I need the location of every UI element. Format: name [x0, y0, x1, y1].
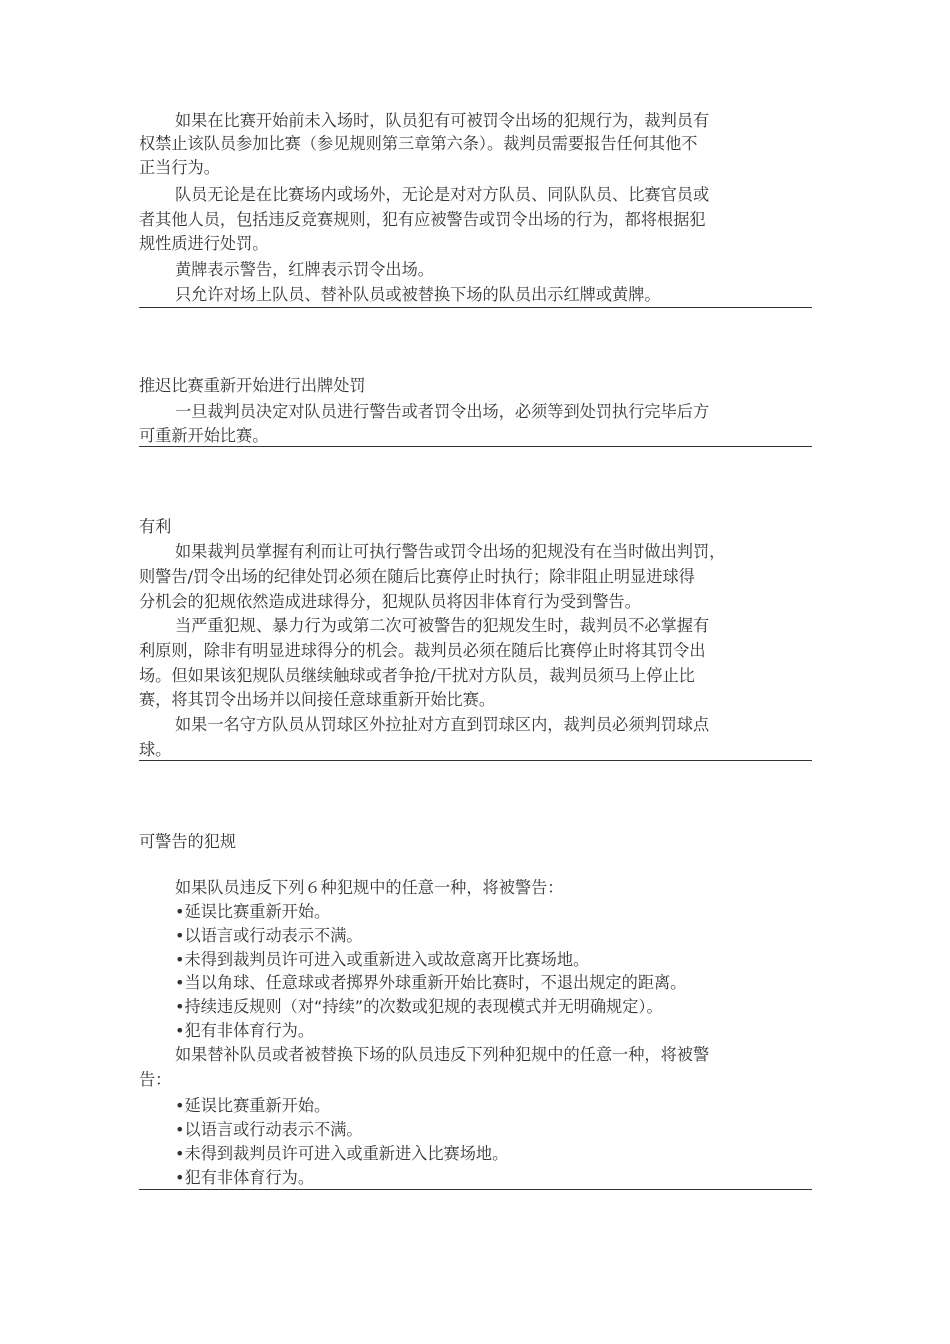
section-heading: 有利	[139, 517, 172, 536]
paragraph-line: 当严重犯规、暴力行为或第二次可被警告的犯规发生时，裁判员不必掌握有	[175, 616, 710, 635]
paragraph-line: 一旦裁判员决定对队员进行警告或者罚令出场，必须等到处罚执行完毕后方	[175, 402, 710, 421]
list-item: •当以角球、任意球或者掷界外球重新开始比赛时，不退出规定的距离。	[175, 973, 687, 992]
list-item: •未得到裁判员许可进入或重新进入或故意离开比赛场地。	[175, 950, 590, 969]
paragraph-line: 者其他人员，包括违反竞赛规则，犯有应被警告或罚令出场的行为，都将根据犯	[139, 210, 706, 229]
paragraph-line: 利原则，除非有明显进球得分的机会。裁判员必须在随后比赛停止时将其罚令出	[139, 641, 706, 660]
paragraph-line: 告：	[139, 1070, 172, 1089]
paragraph-line: 如果替补队员或者被替换下场的队员违反下列种犯规中的任意一种，将被警	[175, 1045, 710, 1064]
list-item: •延误比赛重新开始。	[175, 902, 331, 921]
section-divider	[139, 446, 812, 447]
paragraph-line: 如果一名守方队员从罚球区外拉扯对方直到罚球区内，裁判员必须判罚球点	[175, 715, 710, 734]
paragraph-line: 可重新开始比赛。	[139, 426, 269, 445]
paragraph-line: 只允许对场上队员、替补队员或被替换下场的队员出示红牌或黄牌。	[175, 285, 661, 304]
paragraph-line: 正当行为。	[139, 158, 220, 177]
paragraph-line: 如果裁判员掌握有利而让可执行警告或罚令出场的犯规没有在当时做出判罚，	[175, 542, 726, 561]
section-divider	[139, 760, 812, 761]
list-item: •犯有非体育行为。	[175, 1021, 315, 1040]
section-divider	[139, 1189, 812, 1190]
paragraph-line: 分机会的犯规依然造成进球得分，犯规队员将因非体育行为受到警告。	[139, 592, 641, 611]
list-item: •持续违反规则（对“持续”的次数或犯规的表现模式并无明确规定）。	[175, 997, 663, 1016]
paragraph-line: 权禁止该队员参加比赛（参见规则第三章第六条）。裁判员需要报告任何其他不	[139, 134, 698, 153]
list-item: •以语言或行动表示不满。	[175, 926, 363, 945]
paragraph-line: 赛，将其罚令出场并以间接任意球重新开始比赛。	[139, 690, 496, 709]
paragraph-line: 则警告/罚令出场的纪律处罚必须在随后比赛停止时执行；除非阻止明显进球得	[139, 567, 695, 586]
list-item: •犯有非体育行为。	[175, 1168, 315, 1187]
paragraph-line: 如果队员违反下列６种犯规中的任意一种，将被警告：	[175, 878, 564, 897]
list-item: •未得到裁判员许可进入或重新进入比赛场地。	[175, 1144, 509, 1163]
section-heading: 推迟比赛重新开始进行出牌处罚	[139, 376, 366, 395]
list-item: •延误比赛重新开始。	[175, 1096, 331, 1115]
paragraph-line: 球。	[139, 740, 172, 759]
paragraph-line: 场。但如果该犯规队员继续触球或者争抢/干扰对方队员，裁判员须马上停止比	[139, 666, 695, 685]
paragraph-line: 队员无论是在比赛场内或场外，无论是对对方队员、同队队员、比赛官员或	[175, 185, 710, 204]
section-divider	[139, 307, 812, 308]
paragraph-line: 规性质进行处罚。	[139, 234, 269, 253]
section-heading: 可警告的犯规	[139, 832, 237, 851]
paragraph-line: 黄牌表示警告，红牌表示罚令出场。	[175, 260, 434, 279]
paragraph-line: 如果在比赛开始前未入场时，队员犯有可被罚令出场的犯规行为，裁判员有	[175, 111, 710, 130]
list-item: •以语言或行动表示不满。	[175, 1120, 363, 1139]
